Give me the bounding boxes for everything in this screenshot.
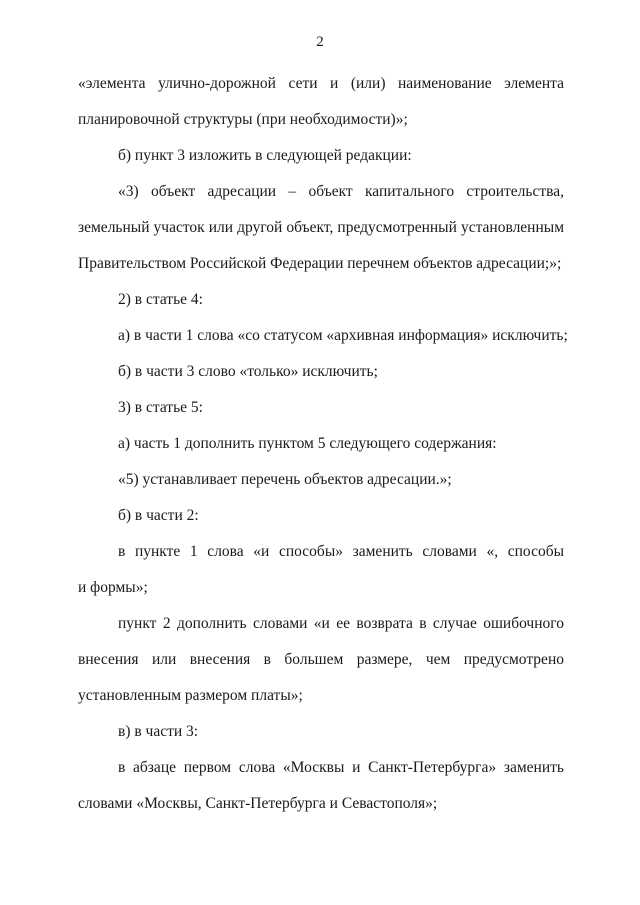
text-line: установленным размером платы»; (78, 687, 303, 704)
text-line: и формы»; (78, 579, 148, 596)
text-line: в абзаце первом слова «Москвы и Санкт-Петербурга» заменить (118, 759, 564, 776)
text-line: земельный участок или другой объект, предусмотренный установленным (78, 219, 564, 236)
text-line: Правительством Российской Федерации перечнем объектов адресации;»; (78, 255, 562, 272)
text-line: словами «Москвы, Санкт-Петербурга и Севастополя»; (78, 795, 438, 812)
document-body (78, 66, 568, 822)
text-line: внесения или внесения в большем размере, чем предусмотрено (78, 651, 564, 668)
text-line: 3) в статье 5: (118, 399, 203, 416)
page-number: 2 (316, 34, 324, 50)
text-line: планировочной структуры (при необходимости)»; (78, 111, 408, 128)
text-line: пункт 2 дополнить словами «и ее возврата в случае ошибочного (118, 615, 564, 632)
text-line: б) в части 2: (118, 507, 199, 524)
text-line: «3) объект адресации – объект капитального строительства, (118, 183, 564, 200)
text-line: б) в части 3 слово «только» исключить; (118, 363, 378, 380)
text-line: в пункте 1 слова «и способы» заменить словами «, способы (118, 543, 564, 560)
text-line: 2) в статье 4: (118, 291, 203, 308)
text-line: в) в части 3: (118, 723, 199, 740)
text-line: «элемента улично-дорожной сети и (или) наименование элемента (78, 75, 564, 92)
text-line: а) в части 1 слова «со статусом «архивная информация» исключить; (118, 327, 568, 344)
text-line: а) часть 1 дополнить пунктом 5 следующего содержания: (118, 435, 497, 452)
text-line: б) пункт 3 изложить в следующей редакции: (118, 147, 412, 164)
text-line: «5) устанавливает перечень объектов адресации.»; (118, 471, 452, 488)
